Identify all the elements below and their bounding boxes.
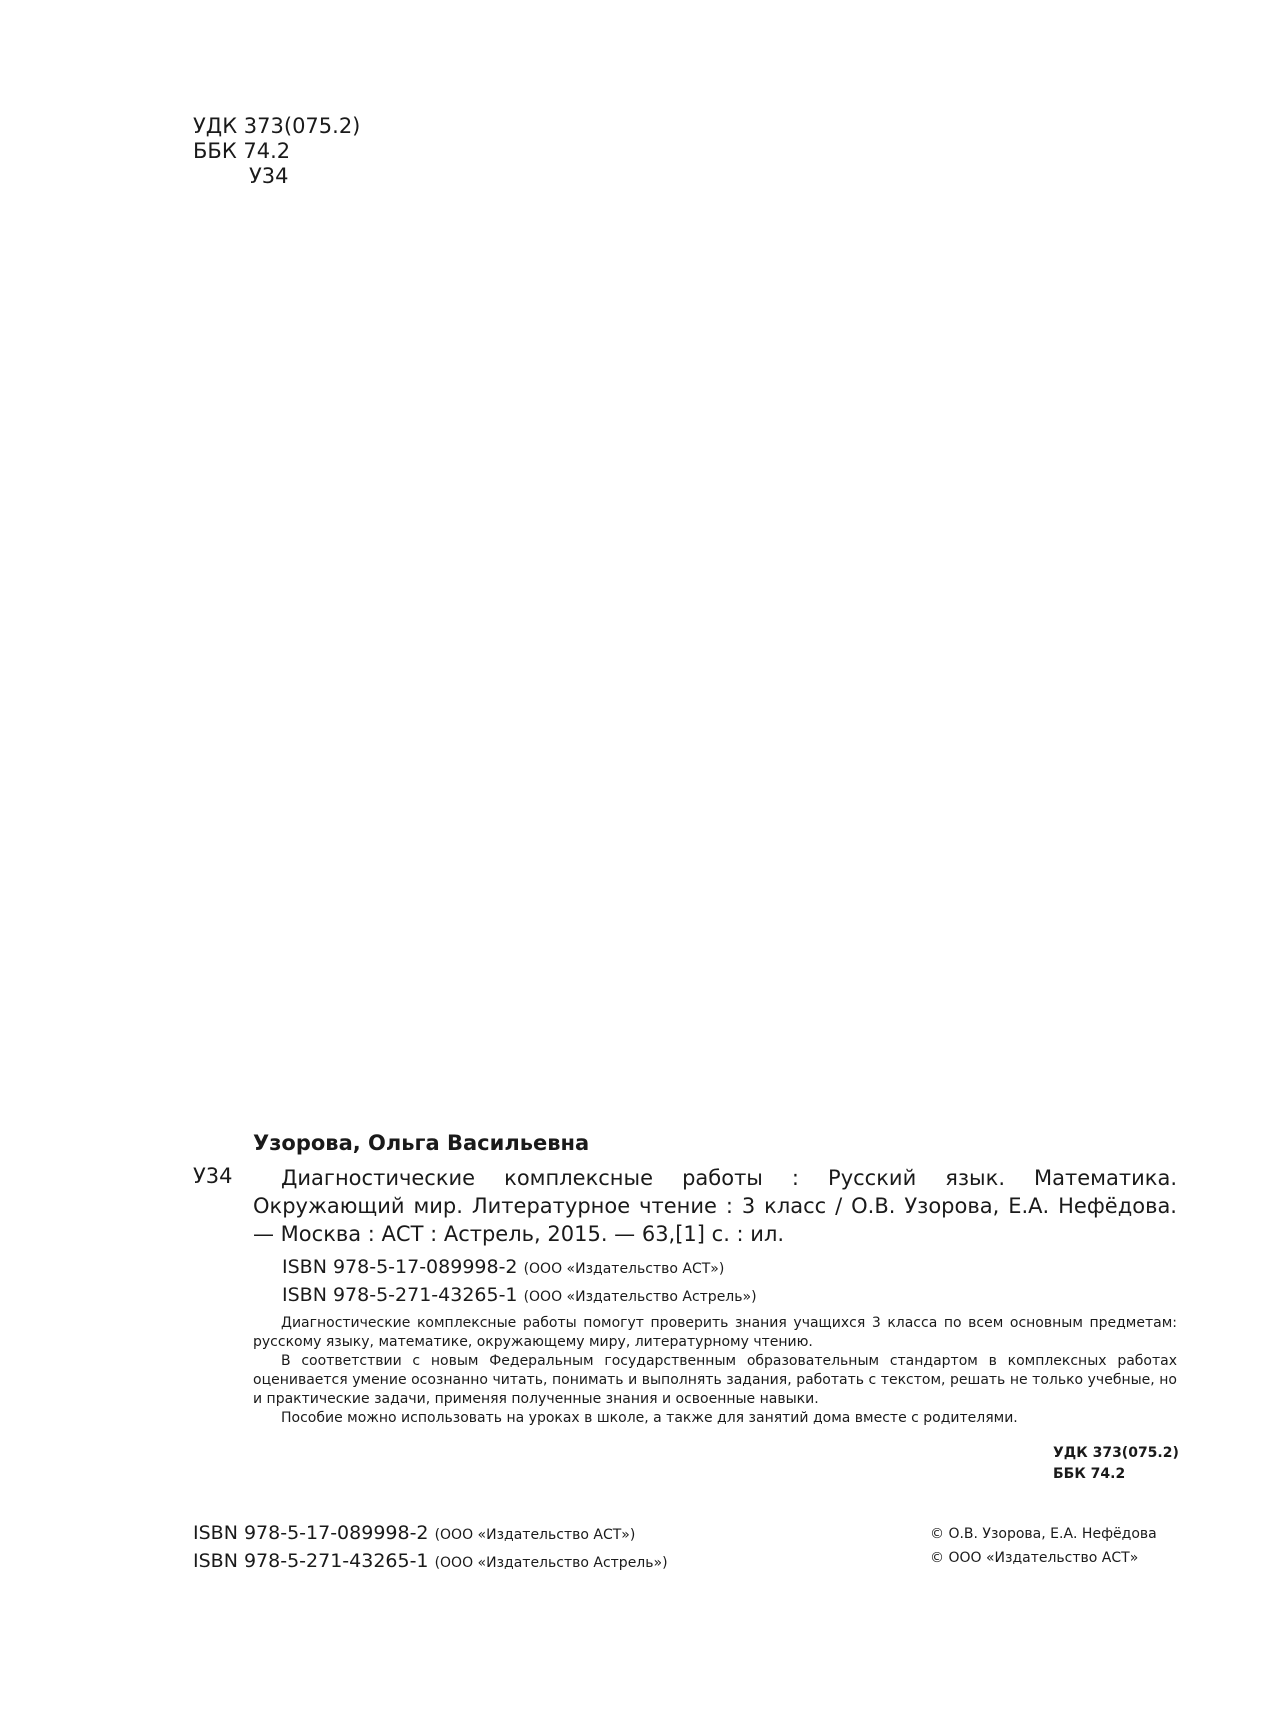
annotation-paragraph-3: Пособие можно использовать на уроках в школе, а также для занятий дома вместе с родителями.	[281, 1410, 1018, 1426]
bbk-code: ББК 74.2	[193, 139, 291, 163]
record-description: Диагностические комплексные работы : Русский язык. Математика. Окружающий мир. Литературное чтение : 3 класс / О.В. Узорова, Е.А. Нефёдова. — Москва : АСТ : Астрель, 2015. — 63,[1] с. : ил.	[253, 1166, 1177, 1246]
copyright-authors: © О.В. Узорова, Е.А. Нефёдова	[930, 1526, 1157, 1542]
record-author-mark: У34	[193, 1164, 233, 1188]
record-isbn-list	[282, 1254, 757, 1310]
isbn-publisher: (ООО «Издательство АСТ»)	[523, 1261, 725, 1277]
bottom-isbn-list	[193, 1520, 668, 1576]
copyright-block	[930, 1522, 1157, 1570]
record-author: Узорова, Ольга Васильевна	[253, 1131, 590, 1155]
copyright-publisher: © ООО «Издательство АСТ»	[930, 1550, 1139, 1566]
bbk-code-right: ББК 74.2	[1053, 1466, 1126, 1482]
udk-code-right: УДК 373(075.2)	[1053, 1445, 1179, 1461]
classification-codes-right	[1053, 1443, 1179, 1485]
isbn-publisher: (ООО «Издательство Астрель»)	[434, 1555, 668, 1571]
isbn-publisher: (ООО «Издательство АСТ»)	[434, 1527, 636, 1543]
bottom-isbn-2	[193, 1548, 668, 1576]
udk-code: УДК 373(075.2)	[193, 114, 361, 138]
isbn-number: ISBN 978-5-271-43265-1	[282, 1284, 518, 1306]
isbn-publisher: (ООО «Издательство Астрель»)	[523, 1289, 757, 1305]
isbn-number: ISBN 978-5-271-43265-1	[193, 1550, 429, 1572]
record-isbn-2	[282, 1282, 757, 1310]
annotation	[253, 1314, 1177, 1428]
annotation-paragraph-2: В соответствии с новым Федеральным государственным образовательным стандартом в комплексных работах оценивается умение осознанно читать, понимать и выполнять задания, работать с текстом, решать не только учебные, но и практические задачи, применяя полученные знания и освоенные навыки.	[253, 1353, 1177, 1407]
record-isbn-1	[282, 1254, 757, 1282]
top-classification-codes	[193, 114, 360, 189]
bottom-isbn-1	[193, 1520, 668, 1548]
isbn-number: ISBN 978-5-17-089998-2	[282, 1256, 518, 1278]
author-mark: У34	[249, 164, 289, 188]
isbn-number: ISBN 978-5-17-089998-2	[193, 1522, 429, 1544]
annotation-paragraph-1: Диагностические комплексные работы помогут проверить знания учащихся 3 класса по всем основным предметам: русскому языку, математике, окружающему миру, литературному чтению.	[253, 1315, 1177, 1350]
